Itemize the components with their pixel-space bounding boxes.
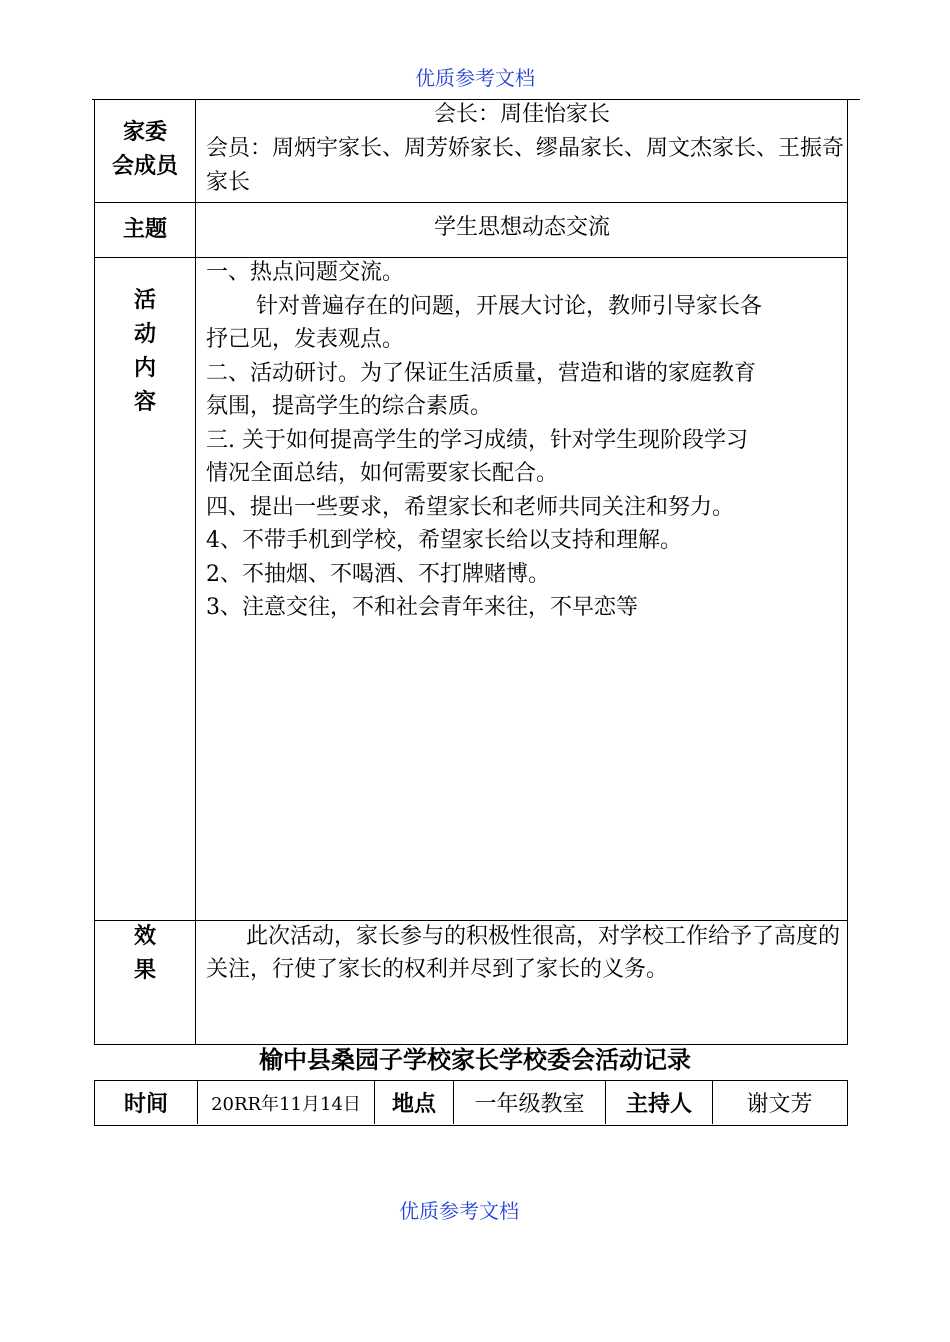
content-body xyxy=(206,256,846,625)
content-line: 氛围，提高学生的综合素质。 xyxy=(206,394,493,419)
effect-label-char: 效 xyxy=(133,924,156,949)
content-line: 四、提出一些要求，希望家长和老师共同关注和努力。 xyxy=(206,494,735,520)
place-label: 地点 xyxy=(375,1081,454,1124)
time-value: 20RR年11月14日 xyxy=(198,1081,375,1124)
members-label-line2: 会成员 xyxy=(111,154,178,179)
content-line: 情况全面总结，如何需要家长配合。 xyxy=(206,461,559,486)
content-line: 一、热点问题交流。 xyxy=(206,260,405,285)
effect-label-char: 果 xyxy=(133,958,156,983)
header-link[interactable]: 优质参考文档 xyxy=(415,66,535,90)
content-line: 4、不带手机到学校，希望家长给以支持和理解。 xyxy=(206,528,682,553)
content-label-char: 容 xyxy=(133,390,156,415)
table-column-divider xyxy=(195,100,196,1045)
record-info-table xyxy=(94,1080,848,1126)
content-line: 二、活动研讨。为了保证生活质量，营造和谐的家庭教育 xyxy=(206,360,757,386)
footer-link[interactable]: 优质参考文档 xyxy=(399,1199,519,1223)
content-label xyxy=(95,284,195,420)
row-divider-1 xyxy=(94,202,848,203)
content-line: 2、不抽烟、不喝酒、不打牌赌博。 xyxy=(206,561,550,587)
content-line: 针对普遍存在的问题，开展大讨论，教师引导家长各 xyxy=(256,293,763,319)
table-right-border xyxy=(847,100,848,1045)
content-line: 3、注意交往，不和社会青年来往，不早恋等 xyxy=(206,595,638,620)
members-president: 会长：周佳怡家长 xyxy=(433,102,610,127)
host-value: 谢文芳 xyxy=(746,1092,813,1117)
host-label: 主持人 xyxy=(606,1081,713,1124)
content-label-char: 活 xyxy=(133,288,156,313)
theme-value: 学生思想动态交流 xyxy=(433,215,610,240)
time-label: 时间 xyxy=(95,1081,198,1124)
content-line: 三. 关于如何提高学生的学习成绩，针对学生现阶段学习 xyxy=(206,427,748,453)
content-line: 抒己见，发表观点。 xyxy=(206,327,405,352)
effect-text: 此次活动，家长参与的积极性很高，对学校工作给予了高度的关注，行使了家长的权利并尽到了家长的义务。 xyxy=(206,924,841,982)
members-label-line1: 家委 xyxy=(122,120,167,145)
members-label xyxy=(95,116,195,184)
place-value: 一年级教室 xyxy=(454,1081,606,1124)
members-list: 会员：周炳宇家长、周芳娇家长、缪晶家长、周文杰家长、王振奇家长 xyxy=(206,136,845,195)
theme-label: 主题 xyxy=(122,217,167,242)
record-title: 榆中县桑园子学校家长学校委会活动记录 xyxy=(259,1046,691,1074)
content-label-char: 内 xyxy=(133,356,156,381)
effect-label xyxy=(95,920,195,988)
content-label-char: 动 xyxy=(133,322,156,347)
